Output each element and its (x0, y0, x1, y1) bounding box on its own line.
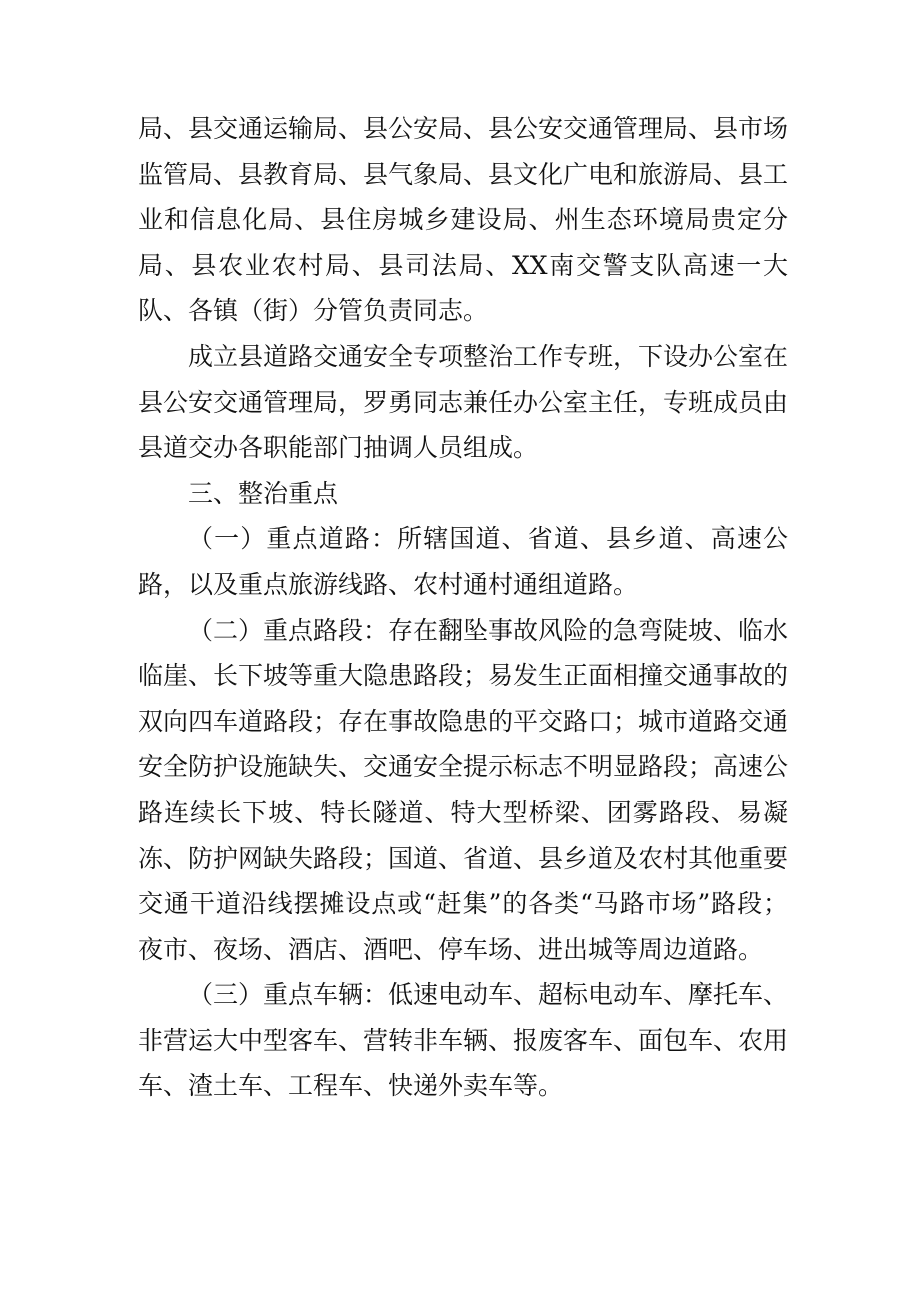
paragraph-key-road-sections: （二）重点路段：存在翻坠事故风险的急弯陡坡、临水临崖、长下坡等重大隐患路段；易发生正面相撞交通事故的双向四车道路段；存在事故隐患的平交路口；城市道路交通安全防护设施缺失、交通安全提示标志不明显路段；高速公路连续长下坡、特长隧道、特大型桥梁、团雾路段、易凝冻、防护网缺失路段；国道、省道、县乡道及农村其他重要交通干道沿线摆摊设点或“赶集”的各类“马路市场”路段；夜市、夜场、酒店、酒吧、停车场、进出城等周边道路。 (138, 615, 789, 964)
paragraph-continued-unit-list: 局、县交通运输局、县公安局、县公安交通管理局、县市场监管局、县教育局、县气象局、县文化广电和旅游局、县工业和信息化局、县住房城乡建设局、州生态环境局贵定分局、县农业农村局、县司法局、XX南交警支队高速一大队、各镇（街）分管负责同志。 (138, 114, 789, 326)
paragraph-key-vehicles: （三）重点车辆：低速电动车、超标电动车、摩托车、非营运大中型客车、营转非车辆、报废客车、面包车、农用车、渣土车、工程车、快递外卖车等。 (138, 980, 789, 1101)
paragraph-task-force: 成立县道路交通安全专项整治工作专班，下设办公室在县公安交通管理局，罗勇同志兼任办公室主任，专班成员由县道交办各职能部门抽调人员组成。 (138, 341, 789, 463)
section-heading-priorities: 三、整治重点 (188, 478, 339, 508)
paragraph-key-roads: （一）重点道路：所辖国道、省道、县乡道、高速公路，以及重点旅游线路、农村通村通组道路。 (138, 524, 788, 599)
